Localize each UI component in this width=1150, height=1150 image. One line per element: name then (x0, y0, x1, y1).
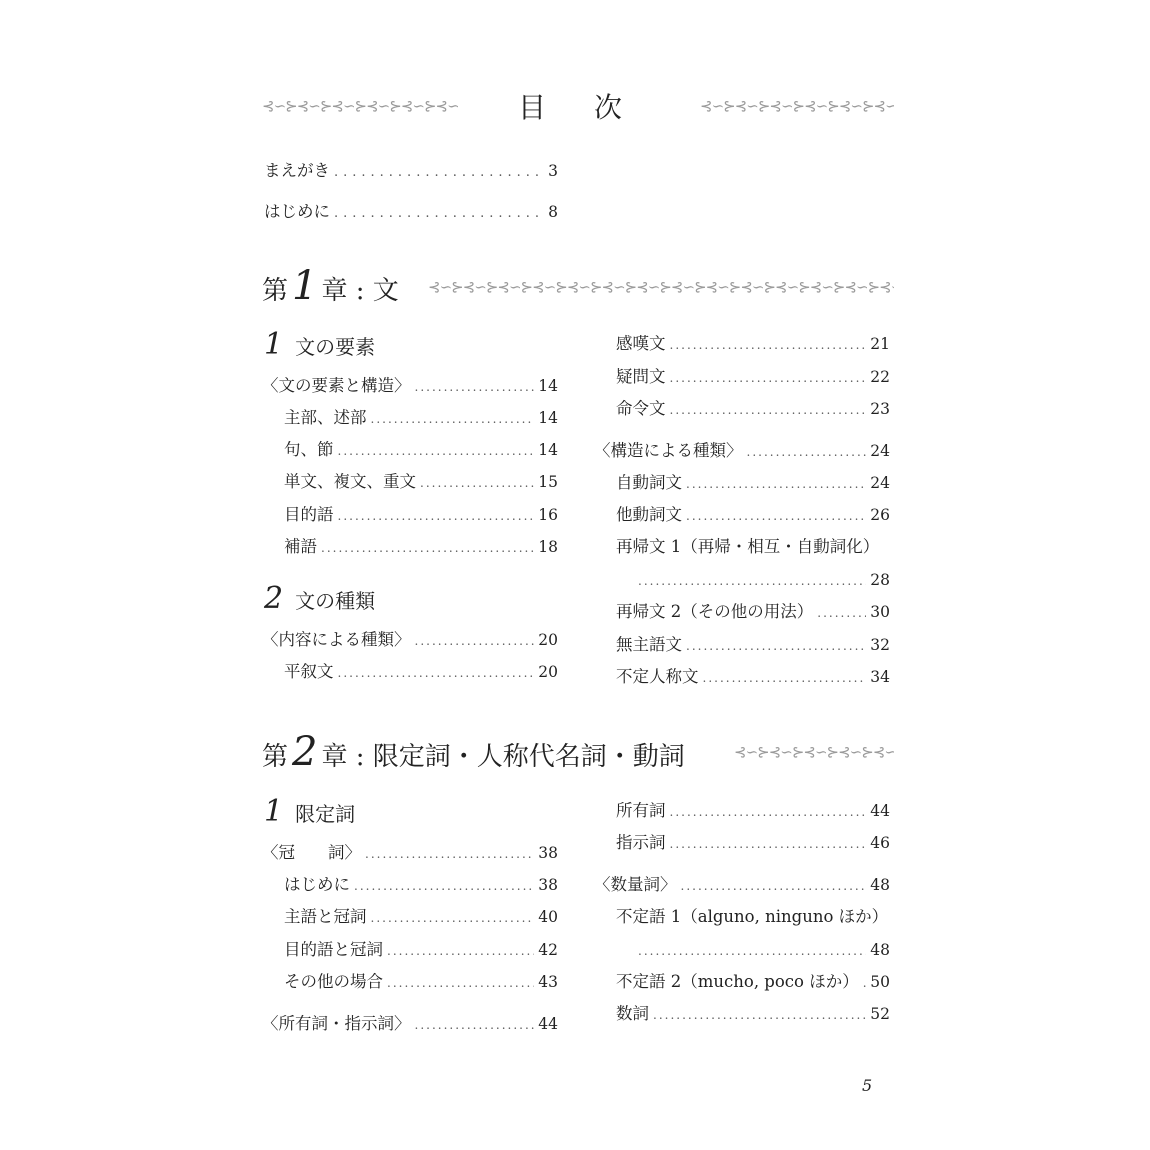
entry-label: 平叙文 (284, 662, 334, 681)
toc-entry[interactable] (262, 373, 558, 399)
entry-label: 不定語 2（mucho, poco ほか） (616, 972, 859, 991)
chapter-number: 2 (292, 729, 318, 775)
toc-entry[interactable] (616, 798, 890, 824)
toc-entry[interactable] (284, 437, 558, 463)
toc-entry[interactable] (616, 632, 890, 658)
entry-label: 再帰文 1（再帰・相互・自動詞化） (616, 537, 880, 556)
entry-label: 〈数量詞〉 (594, 875, 677, 894)
toc-entry[interactable] (616, 830, 890, 856)
leader-dots (334, 160, 544, 186)
leader-dots (321, 535, 534, 561)
leader-dots (670, 799, 867, 825)
entry-label: 補語 (284, 537, 317, 556)
entry-page: 48 (870, 876, 890, 894)
toc-entry[interactable] (594, 872, 890, 898)
toc-entry-preface[interactable] (264, 158, 558, 184)
toc-entry[interactable] (616, 331, 890, 357)
right-title-ornament (700, 96, 894, 116)
entry-page: 38 (538, 876, 558, 894)
section-heading (264, 581, 376, 616)
entry-label: 再帰文 2（その他の用法） (616, 602, 814, 621)
leader-dots (415, 1012, 535, 1038)
section-title: 文の種類 (295, 589, 376, 613)
chapter-2-ornament (734, 742, 894, 762)
leader-dots (415, 628, 535, 654)
entry-page: 8 (548, 203, 558, 221)
toc-entry[interactable] (616, 396, 890, 422)
entry-label: 所有詞 (616, 801, 666, 820)
entry-label: 指示詞 (616, 833, 666, 852)
toc-entry[interactable] (284, 872, 558, 898)
entry-label: 無主語文 (616, 635, 682, 654)
entry-page: 22 (870, 368, 890, 386)
left-title-ornament (262, 96, 458, 116)
leader-dots (387, 970, 534, 996)
toc-entry[interactable] (616, 969, 890, 995)
leader-dots (653, 1002, 866, 1028)
entry-page: 20 (538, 631, 558, 649)
entry-label: 〈構造による種類〉 (594, 441, 743, 460)
section-number: 1 (264, 327, 284, 362)
chapter-number: 1 (292, 263, 318, 309)
toc-entry[interactable] (284, 937, 558, 963)
leader-dots (747, 439, 867, 465)
entry-page: 42 (538, 941, 558, 959)
toc-entry[interactable] (616, 470, 890, 496)
section-number: 1 (264, 794, 284, 829)
leader-dots (686, 471, 866, 497)
toc-entry-continuation (638, 937, 890, 963)
entry-page: 24 (870, 474, 890, 492)
entry-page: 23 (870, 400, 890, 418)
chapter-title: 章 : 文 (321, 276, 399, 306)
toc-entry[interactable] (262, 627, 558, 653)
section-heading (264, 327, 376, 362)
toc-entry-two-line[interactable] (616, 904, 890, 930)
leader-dots (371, 905, 535, 931)
chapter-1-heading (262, 263, 399, 311)
leader-dots (338, 660, 535, 686)
entry-label: 単文、複文、重文 (284, 472, 416, 491)
entry-label: 疑問文 (616, 367, 666, 386)
section-title: 限定詞 (295, 802, 356, 826)
entry-page: 32 (870, 636, 890, 654)
leader-dots (420, 470, 534, 496)
section-heading (264, 794, 356, 829)
entry-page: 44 (538, 1015, 558, 1033)
toc-entry[interactable] (616, 599, 890, 625)
entry-label: 〈内容による種類〉 (262, 630, 411, 649)
leader-dots (817, 600, 866, 626)
entry-page: 20 (538, 663, 558, 681)
page-number: 5 (862, 1076, 873, 1095)
entry-label: はじめに (284, 875, 350, 894)
entry-label: その他の場合 (284, 972, 383, 991)
leader-dots (338, 438, 535, 464)
entry-page: 14 (538, 409, 558, 427)
toc-entry[interactable] (284, 969, 558, 995)
toc-entry[interactable] (284, 659, 558, 685)
entry-page: 28 (870, 571, 890, 589)
toc-entry[interactable] (284, 469, 558, 495)
toc-entry[interactable] (262, 840, 558, 866)
toc-entry-two-line[interactable] (616, 534, 890, 560)
leader-dots (371, 406, 535, 432)
toc-entry[interactable] (594, 438, 890, 464)
entry-page: 48 (870, 941, 890, 959)
entry-label: 〈文の要素と構造〉 (262, 376, 411, 395)
chapter-1-ornament (428, 277, 894, 297)
toc-entry[interactable] (284, 904, 558, 930)
toc-title: 目 次 (517, 91, 632, 124)
entry-label: 不定人称文 (616, 667, 699, 686)
entry-label: 感嘆文 (616, 334, 666, 353)
entry-label: 数詞 (616, 1004, 649, 1023)
section-title: 文の要素 (295, 335, 376, 359)
chapter-title: 章 : 限定詞・人称代名詞・動詞 (321, 742, 685, 772)
toc-entry[interactable] (616, 502, 890, 528)
entry-page: 52 (870, 1005, 890, 1023)
leader-dots (863, 970, 867, 996)
entry-page: 40 (538, 908, 558, 926)
entry-label: はじめに (264, 202, 330, 221)
entry-page: 24 (870, 442, 890, 460)
leader-dots (670, 365, 867, 391)
entry-label: まえがき (264, 161, 330, 180)
toc-entry[interactable] (284, 502, 558, 528)
entry-page: 26 (870, 506, 890, 524)
entry-label: 自動詞文 (616, 473, 682, 492)
entry-page: 18 (538, 538, 558, 556)
entry-page: 34 (870, 668, 890, 686)
entry-label: 主語と冠詞 (284, 907, 367, 926)
entry-page: 30 (870, 603, 890, 621)
entry-page: 46 (870, 834, 890, 852)
entry-label: 不定語 1（alguno, ninguno ほか） (616, 907, 889, 926)
entry-page: 44 (870, 802, 890, 820)
entry-label: 他動詞文 (616, 505, 682, 524)
entry-label: 目的語と冠詞 (284, 940, 383, 959)
leader-dots (334, 201, 544, 227)
leader-dots (338, 503, 535, 529)
entry-label: 〈所有詞・指示詞〉 (262, 1014, 411, 1033)
leader-dots (638, 568, 866, 594)
entry-label: 目的語 (284, 505, 334, 524)
entry-page: 21 (870, 335, 890, 353)
leader-dots (686, 633, 866, 659)
entry-page: 50 (870, 973, 890, 991)
entry-page: 38 (538, 844, 558, 862)
entry-page: 14 (538, 441, 558, 459)
leader-dots (686, 503, 866, 529)
entry-label: 句、節 (284, 440, 334, 459)
entry-label: 〈冠 詞〉 (262, 843, 361, 862)
entry-label: 主部、述部 (284, 408, 367, 427)
entry-page: 15 (538, 473, 558, 491)
toc-entry[interactable] (284, 405, 558, 431)
toc-entry[interactable] (616, 364, 890, 390)
leader-dots (638, 938, 866, 964)
leader-dots (415, 374, 535, 400)
toc-entry-continuation (638, 567, 890, 593)
entry-page: 43 (538, 973, 558, 991)
leader-dots (681, 873, 867, 899)
chapter-prefix: 第 (262, 276, 289, 306)
leader-dots (387, 938, 534, 964)
section-number: 2 (264, 581, 284, 616)
entry-page: 14 (538, 377, 558, 395)
toc-entry-introduction[interactable] (264, 199, 558, 225)
entry-page: 16 (538, 506, 558, 524)
leader-dots (703, 665, 867, 691)
leader-dots (670, 831, 867, 857)
toc-entry[interactable] (616, 1001, 890, 1027)
leader-dots (670, 332, 867, 358)
chapter-prefix: 第 (262, 742, 289, 772)
leader-dots (365, 841, 534, 867)
toc-entry[interactable] (284, 534, 558, 560)
leader-dots (354, 873, 534, 899)
chapter-2-heading (262, 729, 685, 777)
entry-page: 3 (548, 162, 558, 180)
toc-entry[interactable] (616, 664, 890, 690)
entry-label: 命令文 (616, 399, 666, 418)
leader-dots (670, 397, 867, 423)
toc-entry[interactable] (262, 1011, 558, 1037)
